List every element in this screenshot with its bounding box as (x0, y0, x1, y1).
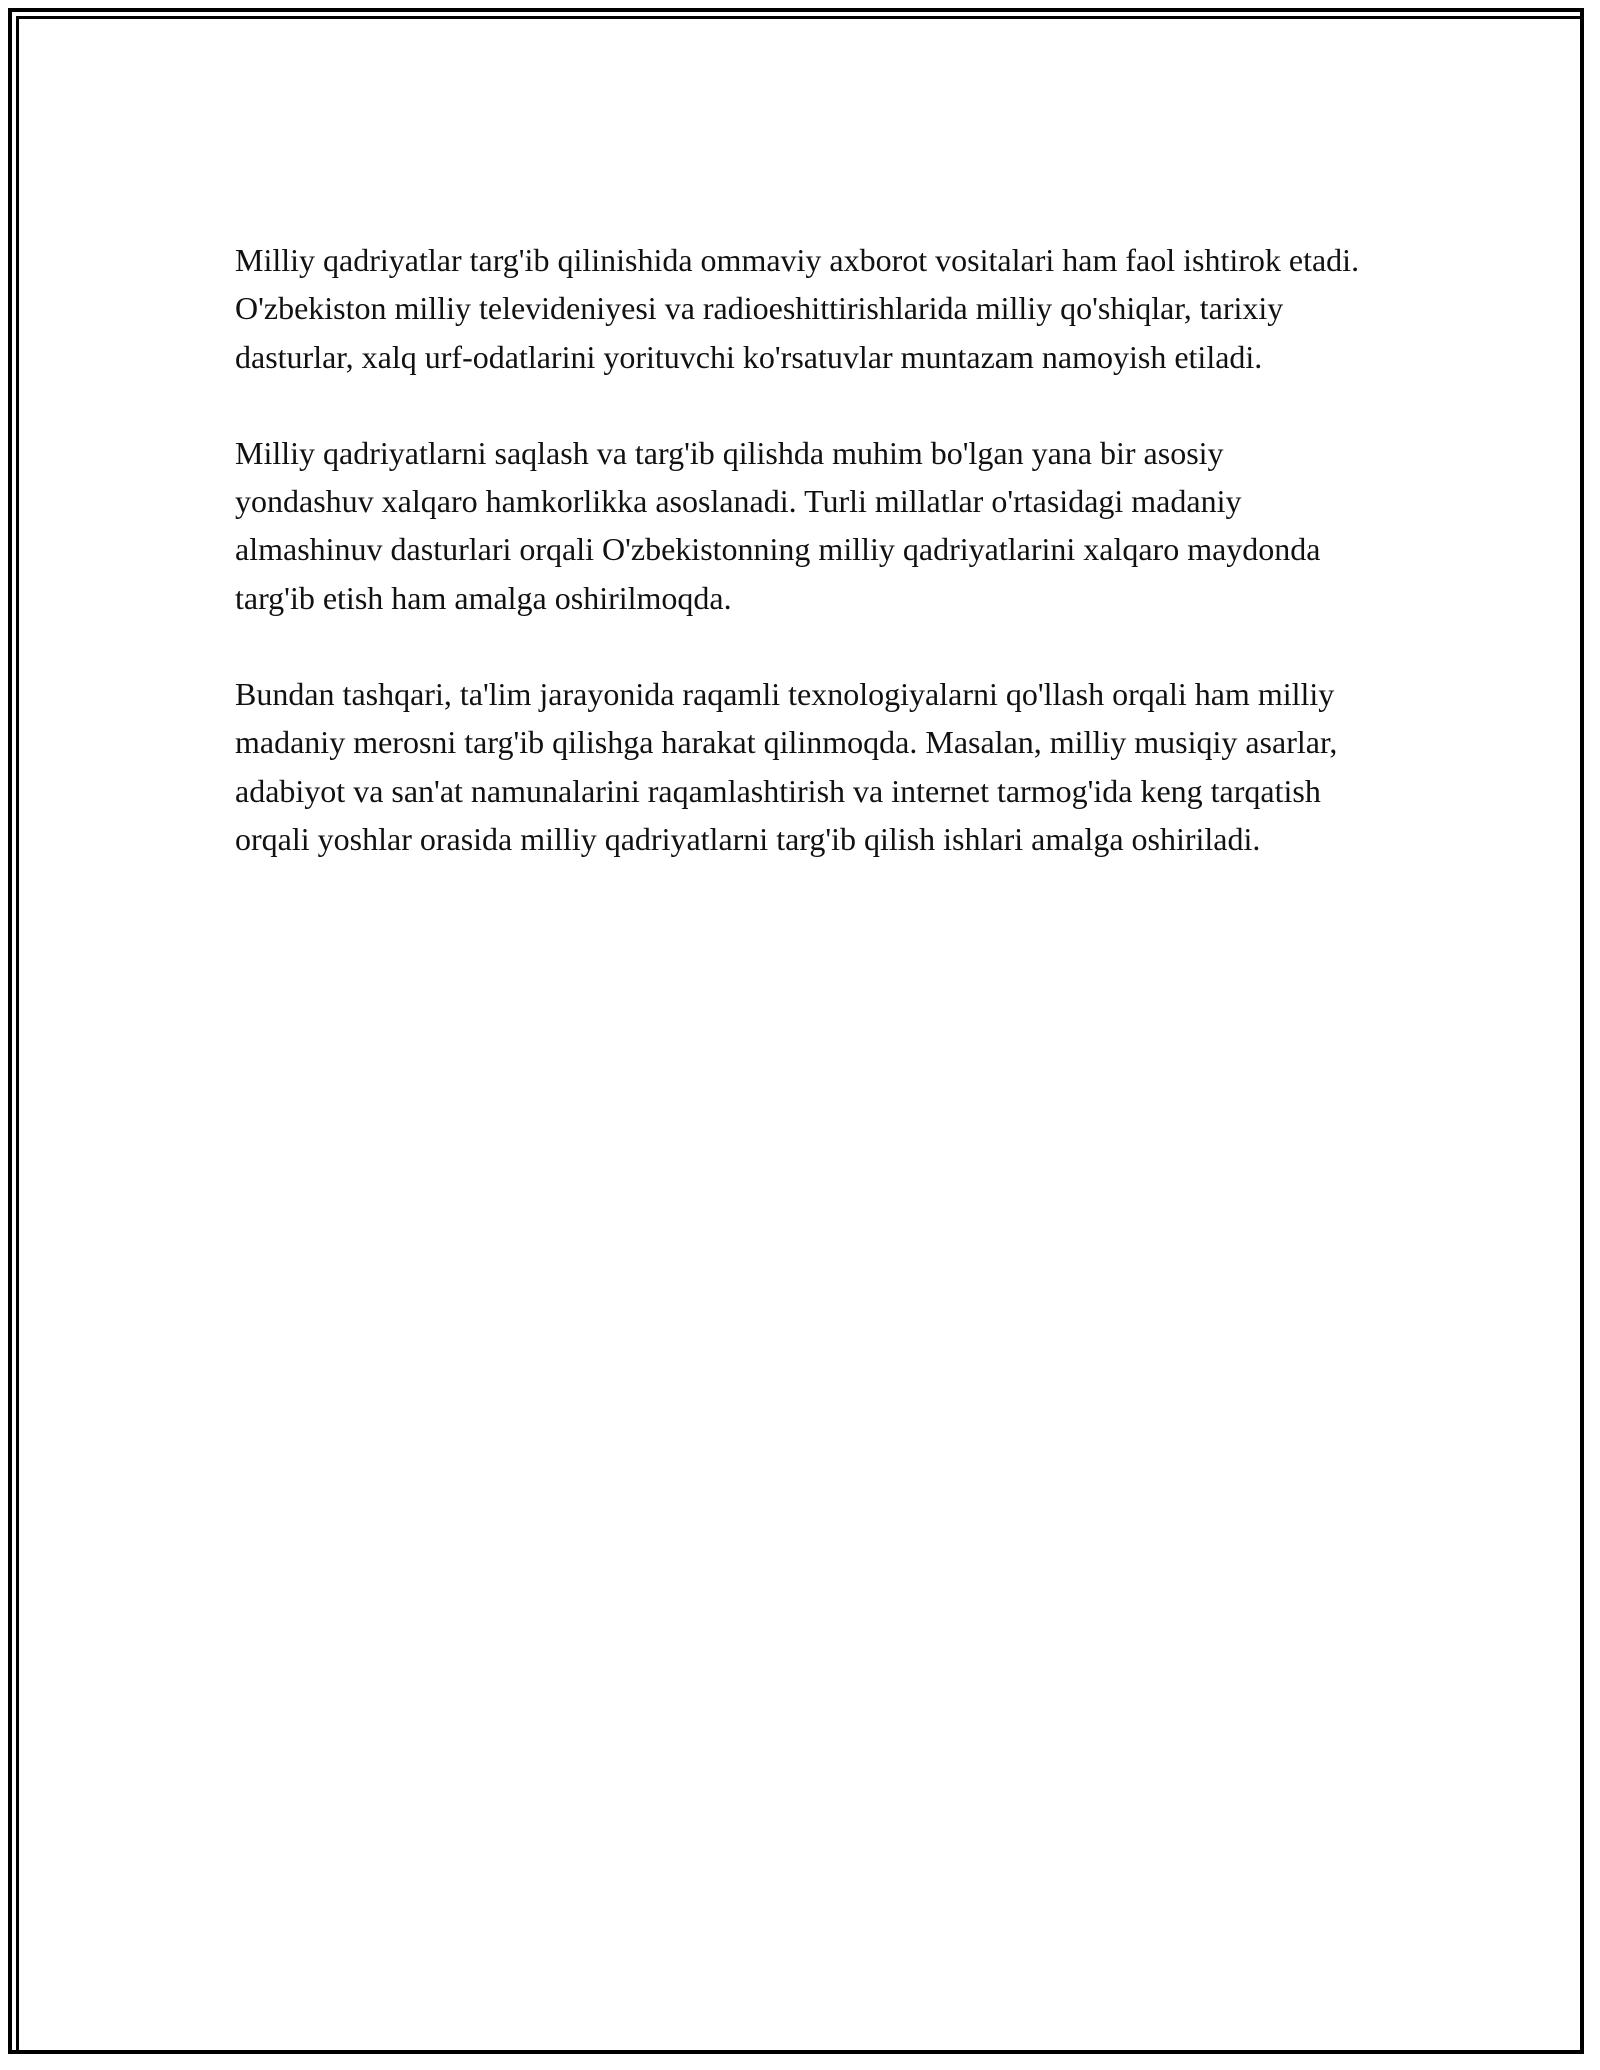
paragraph-digital-technologies: Bundan tashqari, ta'lim jarayonida raqamli texnologiyalarni qo'llash orqali ham milliy madaniy merosni targ'ib qilishga harakat qilinmoqda. Masalan, milliy musiqiy asarlar, adabiyot va san'at namunalarini raqamlashtirish va internet tarmog'ida keng tarqatish orqali yoshlar orasida milliy qadriyatlarni targ'ib qilish ishlari amalga oshiriladi. (235, 676, 1338, 857)
paragraph-international-cooperation: Milliy qadriyatlarni saqlash va targ'ib qilishda muhim bo'lgan yana bir asosiy yondashuv xalqaro hamkorlikka asoslanadi. Turli millatlar o'rtasidagi madaniy almashinuv dasturlari orqali O'zbekistonning milliy qadriyatlarini xalqaro maydonda targ'ib etish ham amalga oshirilmoqda. (235, 434, 1321, 616)
document-body (235, 236, 1365, 911)
paragraph-media: Milliy qadriyatlar targ'ib qilinishida ommaviy axborot vositalari ham faol ishtirok etadi. O'zbekiston milliy televideniyesi va radioeshittirishlarida milliy qo'shiqlar, tarixiy dasturlar, xalq urf-odatlarini yorituvchi ko'rsatuvlar muntazam namoyish etiladi. (235, 242, 1360, 375)
